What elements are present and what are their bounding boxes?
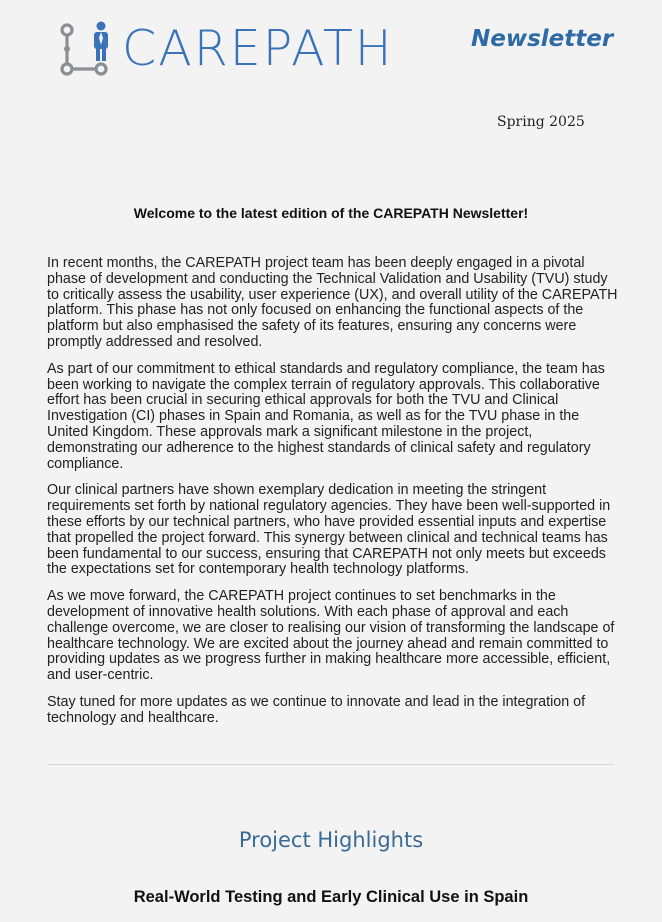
intro-article: [47, 256, 619, 738]
newsletter-label: Newsletter: [471, 26, 614, 52]
section-divider: [47, 764, 614, 765]
paragraph: In recent months, the CAREPATH project team has been deeply engaged in a pivotal phase of development and conducting the Technical Validation and Usability (TVU) study to critically assess the usability, user experience (UX), and overall utility of the CAREPATH platform. This phase has not only focused on enhancing the functional aspects of the platform but also emphasised the safety of its features, ensuring any concerns were promptly addressed and resolved.: [47, 255, 618, 350]
paragraph: Our clinical partners have shown exemplary dedication in meeting the stringent requirements set forth by national regulatory agencies. They have been well-supported in these efforts by our technical partners, who have provided essential inputs and expertise that propelled the project forward. This synergy between clinical and technical teams has been fundamental to our success, ensuring that CAREPATH not only meets but exceeds the expectations set for contemporary health technology platforms.: [47, 482, 611, 578]
logo-wordmark: CAREPATH: [122, 20, 394, 77]
carepath-logo-icon: [58, 19, 114, 79]
edition-date: Spring 2025: [497, 114, 585, 130]
paragraph: Stay tuned for more updates as we continue to innovate and lead in the integration of technology and healthcare.: [47, 693, 586, 726]
welcome-heading: Welcome to the latest edition of the CAREPATH Newsletter!: [133, 205, 529, 221]
paragraph: As we move forward, the CAREPATH project continues to set benchmarks in the development of innovative health solutions. With each phase of approval and each challenge overcome, we are closer to realising our vision of transforming the landscape of healthcare technology. We are excited about the journey ahead and remain committed to providing updates as we progress further in making healthcare more accessible, efficient, and user-centric.: [47, 588, 615, 684]
paragraph: As part of our commitment to ethical standards and regulatory compliance, the team has been working to navigate the complex terrain of regulatory approvals. This collaborative effort has been crucial in securing ethical approvals for both the TVU and Clinical Investigation (CI) phases in Spain and Romania, as well as for the TVU phase in the United Kingdom. These approvals mark a significant milestone in the project, demonstrating our adherence to the highest standards of clinical safety and regulatory compliance.: [47, 360, 605, 472]
project-highlights-title: Project Highlights: [238, 828, 424, 852]
highlight-heading: Real-World Testing and Early Clinical Use in Spain: [133, 888, 529, 906]
newsletter-header: [0, 0, 662, 100]
carepath-logo: [58, 19, 394, 79]
